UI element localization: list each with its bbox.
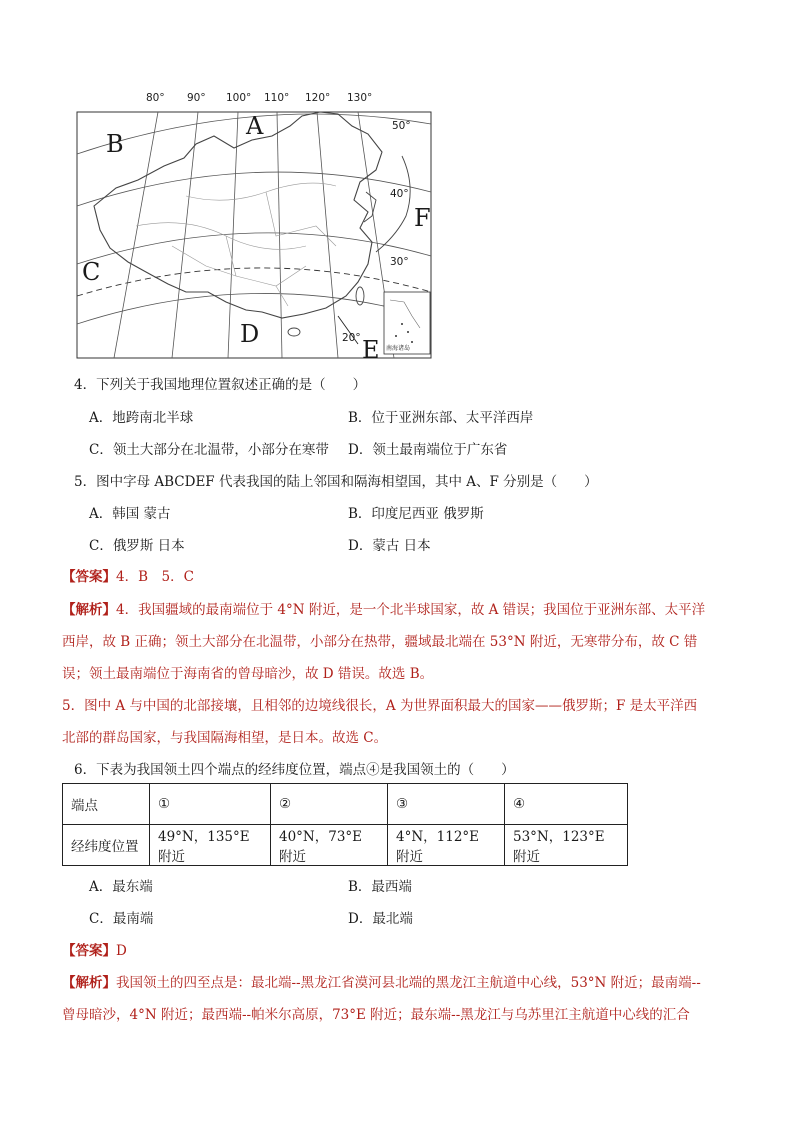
longitude-label: 80° [146, 92, 165, 104]
map-letter-d: D [240, 320, 260, 348]
q6-option-d: D．最北端 [348, 911, 413, 927]
longitude-label: 130° [347, 92, 373, 104]
table-cell: ③ [388, 784, 505, 825]
q6-stem: 6．下表为我国领土四个端点的经纬度位置，端点④是我国领土的（ ） [74, 762, 515, 778]
q4-option-d: D．领土最南端位于广东省 [348, 442, 508, 458]
map-letter-e: E [362, 336, 380, 364]
analysis-4-5-line2: 西岸，故 B 正确；领土大部分在北温带，小部分在热带，疆域最北端在 53°N 附近，无寒带分布，故 C 错 [62, 634, 698, 650]
answer-tag: 【答案】 [62, 943, 116, 959]
answer-tag: 【答案】 [62, 569, 116, 585]
analysis-6-line2: 曾母暗沙，4°N 附近；最西端--帕米尔高原，73°E 附近；最东端--黑龙江与乌苏里江主航道中心线的汇合 [62, 1007, 690, 1023]
q4-option-c: C．领土大部分在北温带，小部分在寒带 [89, 442, 329, 458]
analysis-6-line1 [62, 974, 701, 992]
latitude-label: 20° [342, 332, 361, 344]
q5-option-d: D．蒙古 日本 [348, 538, 431, 554]
analysis-4-5-line5: 北部的群岛国家，与我国隔海相望，是日本。故选 C。 [62, 730, 388, 746]
table-cell: ① [150, 784, 271, 825]
q6-option-c: C．最南端 [89, 911, 154, 927]
table-cell: ② [271, 784, 388, 825]
answer-6 [62, 942, 127, 960]
q4-option-b: B．位于亚洲东部、太平洋西岸 [348, 410, 534, 426]
analysis-4-5-line3: 误；领土最南端位于海南省的曾母暗沙，故 D 错误。故选 B。 [62, 666, 434, 682]
q5-option-c: C．俄罗斯 日本 [89, 538, 185, 554]
table-cell: 4°N，112°E 附近 [388, 825, 505, 866]
q5-option-a: A．韩国 蒙古 [89, 506, 171, 522]
answer-text: D [116, 943, 127, 959]
table-cell: 经纬度位置 [63, 825, 150, 866]
longitude-label: 100° [226, 92, 252, 104]
analysis-tag: 【解析】 [62, 602, 116, 618]
endpoint-table [62, 783, 628, 866]
map-letter-c: C [82, 258, 101, 286]
map-letter-f: F [414, 204, 431, 232]
table-header-row [63, 784, 628, 825]
q6-option-b: B．最西端 [348, 879, 412, 895]
china-map-figure [76, 92, 432, 364]
q4-stem: 4．下列关于我国地理位置叙述正确的是（ ） [74, 377, 367, 393]
q5-stem: 5．图中字母 ABCDEF 代表我国的陆上邻国和隔海相望国，其中 A、F 分别是（ ） [74, 474, 598, 490]
inset-label: 南海诸岛 [386, 345, 411, 352]
analysis-4-5-line4: 5．图中 A 与中国的北部接壤，且相邻的边境线很长，A 为世界面积最大的国家——俄罗斯；F 是太平洋西 [62, 698, 698, 714]
table-cell: 40°N，73°E 附近 [271, 825, 388, 866]
table-cell: ④ [505, 784, 628, 825]
longitude-label: 110° [264, 92, 290, 104]
q4-option-a: A．地跨南北半球 [89, 410, 194, 426]
q5-option-b: B．印度尼西亚 俄罗斯 [348, 506, 484, 522]
map-letter-b: B [106, 130, 124, 158]
analysis-text: 我国领土的四至点是：最北端--黑龙江省漠河县北端的黑龙江主航道中心线，53°N 附近；最南端-- [116, 975, 701, 991]
answer-text: 4．B 5．C [116, 569, 194, 585]
latitude-label: 30° [390, 256, 409, 268]
table-cell: 53°N，123°E 附近 [505, 825, 628, 866]
longitude-label: 120° [305, 92, 331, 104]
analysis-text: 4．我国疆域的最南端位于 4°N 附近，是一个北半球国家，故 A 错误；我国位于亚洲东部、太平洋 [116, 602, 706, 618]
analysis-tag: 【解析】 [62, 975, 116, 991]
longitude-label: 90° [187, 92, 206, 104]
analysis-4-5-line1 [62, 601, 705, 619]
table-cell: 端点 [63, 784, 150, 825]
table-cell: 49°N，135°E 附近 [150, 825, 271, 866]
map-letter-a: A [246, 112, 264, 140]
latitude-label: 50° [392, 120, 411, 132]
q6-option-a: A．最东端 [89, 879, 153, 895]
table-row [63, 825, 628, 866]
answer-4-5 [62, 568, 194, 586]
latitude-label: 40° [390, 188, 409, 200]
